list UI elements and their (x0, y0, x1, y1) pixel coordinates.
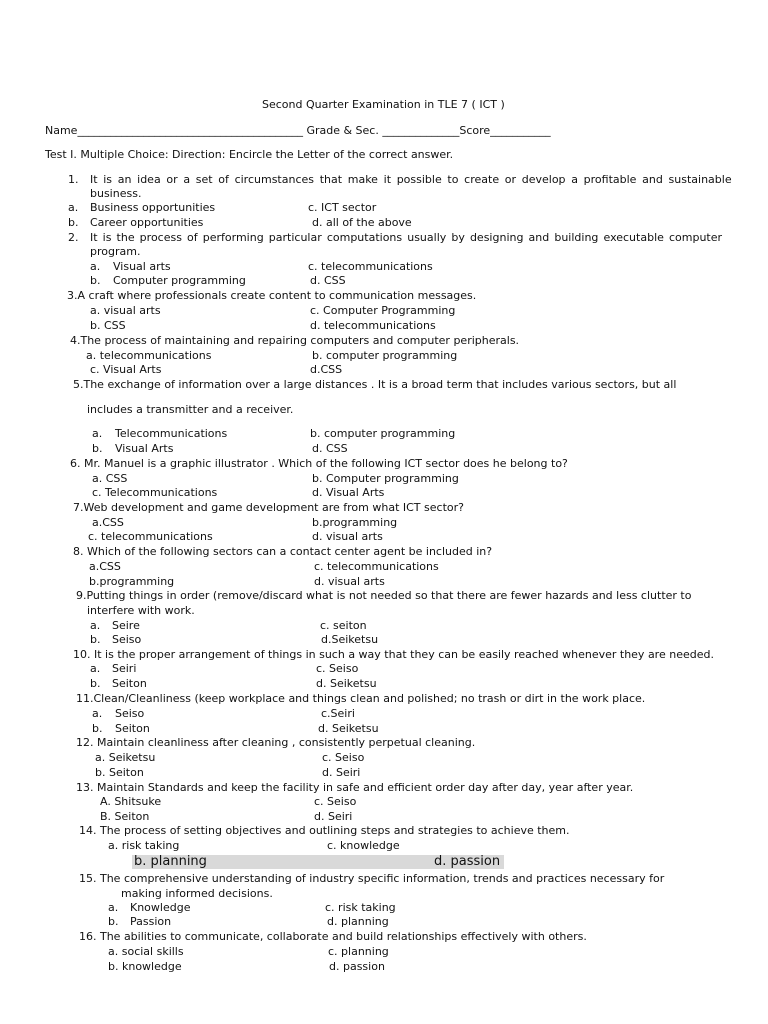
q14-option-d: d. passion (434, 854, 501, 869)
q13-option-d: d. Seiri (314, 810, 353, 823)
q11-option-a-letter: a. (92, 707, 103, 720)
q1-text-line1: It is an idea or a set of circumstances that make it possible to create or develop a profitable and sustainable (90, 173, 732, 186)
q6-option-b: b. Computer programming (312, 472, 459, 485)
q2-option-b: Computer programming (113, 274, 246, 287)
q15-text-line2: making informed decisions. (121, 887, 273, 900)
q12-option-a: a. Seiketsu (95, 751, 156, 764)
name-grade-score-line: Name_________________________________________ Grade & Sec. ______________Score___________ (45, 124, 551, 137)
q12-option-d: d. Seiri (322, 766, 361, 779)
q5-option-a: Telecommunications (115, 427, 228, 440)
q10-option-a: Seiri (112, 662, 137, 675)
q4-text: 4.The process of maintaining and repairing computers and computer peripherals. (70, 334, 520, 347)
q9-option-b-letter: b. (90, 633, 101, 646)
q4-option-d: d.CSS (310, 363, 343, 376)
q7-text: 7.Web development and game development are from what ICT sector? (73, 501, 464, 514)
q10-option-d: d. Seiketsu (316, 677, 377, 690)
q11-option-b: Seiton (115, 722, 150, 735)
q16-option-d: d. passion (329, 960, 385, 973)
q2-text-line1: It is the process of performing particular computations usually by designing and building executable computer (90, 231, 723, 244)
q3-option-b: b. CSS (90, 319, 126, 332)
q12-option-c: c. Seiso (322, 751, 365, 764)
q10-option-b: Seiton (112, 677, 147, 690)
q2-option-c: c. telecommunications (308, 260, 433, 273)
q8-option-a: a.CSS (89, 560, 121, 573)
q16-text: 16. The abilities to communicate, collaborate and build relationships effectively with others. (79, 930, 587, 943)
q5-option-a-letter: a. (92, 427, 103, 440)
q14-text: 14. The process of setting objectives and outlining steps and strategies to achieve them. (79, 824, 570, 837)
q1-option-a-letter: a. (68, 201, 79, 214)
q1-text-line2: business. (90, 187, 142, 200)
q15-option-a: Knowledge (130, 901, 191, 914)
page-title: Second Quarter Examination in TLE 7 ( ICT ) (262, 98, 505, 111)
q4-option-b: b. computer programming (312, 349, 458, 362)
q12-option-b: b. Seiton (95, 766, 144, 779)
q9-option-b: Seiso (112, 633, 142, 646)
q8-option-c: c. telecommunications (314, 560, 439, 573)
q13-option-c: c. Seiso (314, 795, 357, 808)
q9-option-a-letter: a. (90, 619, 101, 632)
q8-option-b: b.programming (89, 575, 175, 588)
q2-number: 2. (68, 231, 79, 244)
q14-option-b: b. planning (134, 854, 207, 869)
q4-option-a: a. telecommunications (86, 349, 212, 362)
q1-option-d: d. all of the above (312, 216, 412, 229)
q9-option-a: Seire (112, 619, 140, 632)
q16-option-a: a. social skills (108, 945, 184, 958)
q10-option-a-letter: a. (90, 662, 101, 675)
test-direction: Test I. Multiple Choice: Direction: Encircle the Letter of the correct answer. (45, 148, 454, 161)
q7-option-a: a.CSS (92, 516, 124, 529)
q12-text: 12. Maintain cleanliness after cleaning , consistently perpetual cleaning. (76, 736, 476, 749)
q11-option-a: Seiso (115, 707, 145, 720)
q11-text: 11.Clean/Cleanliness (keep workplace and things clean and polished; no trash or dirt in the work place. (76, 692, 646, 705)
q6-text: 6. Mr. Manuel is a graphic illustrator . Which of the following ICT sector does he belong to? (70, 457, 568, 470)
q1-option-c: c. ICT sector (308, 201, 377, 214)
q8-text: 8. Which of the following sectors can a contact center agent be included in? (73, 545, 493, 558)
q15-option-b: Passion (130, 915, 172, 928)
q9-text-line1: 9.Putting things in order (remove/discard what is not needed so that there are fewer hazards and less clutter to (76, 589, 692, 602)
q4-option-c: c. Visual Arts (90, 363, 162, 376)
q15-option-b-letter: b. (108, 915, 119, 928)
q3-text: 3.A craft where professionals create content to communication messages. (67, 289, 477, 302)
q7-option-c: c. telecommunications (88, 530, 213, 543)
q13-option-a: A. Shitsuke (100, 795, 162, 808)
q15-option-d: d. planning (327, 915, 389, 928)
q5-text-line2: includes a transmitter and a receiver. (87, 403, 294, 416)
q5-text-line1: 5.The exchange of information over a large distances . It is a broad term that includes various sectors, but all (73, 378, 677, 391)
q6-option-c: c. Telecommunications (92, 486, 218, 499)
q6-option-d: d. Visual Arts (312, 486, 385, 499)
q9-option-d: d.Seiketsu (321, 633, 379, 646)
q15-text-line1: 15. The comprehensive understanding of industry specific information, trends and practices necessary for (79, 872, 665, 885)
q9-option-c: c. seiton (320, 619, 367, 632)
q11-option-d: d. Seiketsu (318, 722, 379, 735)
q9-text-line2: interfere with work. (87, 604, 195, 617)
q1-option-b-letter: b. (68, 216, 79, 229)
q3-option-a: a. visual arts (90, 304, 161, 317)
q2-option-a-letter: a. (90, 260, 101, 273)
q5-option-b: b. computer programming (310, 427, 456, 440)
q3-option-d: d. telecommunications (310, 319, 436, 332)
q14-option-a: a. risk taking (108, 839, 180, 852)
q13-text: 13. Maintain Standards and keep the facility in safe and efficient order day after day, year after year. (76, 781, 634, 794)
q7-option-d: d. visual arts (312, 530, 383, 543)
q1-option-b: Career opportunities (90, 216, 204, 229)
q5-option-b-letter: b. (92, 442, 103, 455)
q5-option-b-text: Visual Arts (115, 442, 174, 455)
q10-option-c: c. Seiso (316, 662, 359, 675)
q1-number: 1. (68, 173, 79, 186)
q11-option-b-letter: b. (92, 722, 103, 735)
q15-option-c: c. risk taking (325, 901, 396, 914)
q15-option-a-letter: a. (108, 901, 119, 914)
q11-option-c: c.Seiri (321, 707, 355, 720)
q2-option-a: Visual arts (113, 260, 171, 273)
q13-option-b: B. Seiton (100, 810, 150, 823)
q2-option-b-letter: b. (90, 274, 101, 287)
q8-option-d: d. visual arts (314, 575, 385, 588)
q2-option-d: d. CSS (310, 274, 346, 287)
q2-text-line2: program. (90, 245, 141, 258)
q16-option-c: c. planning (328, 945, 389, 958)
q1-option-a: Business opportunities (90, 201, 216, 214)
q3-option-c: c. Computer Programming (310, 304, 456, 317)
q6-option-a: a. CSS (92, 472, 128, 485)
q5-option-d: d. CSS (312, 442, 348, 455)
q7-option-b: b.programming (312, 516, 398, 529)
q16-option-b: b. knowledge (108, 960, 182, 973)
q10-text: 10. It is the proper arrangement of things in such a way that they can be easily reached whenever they are needed. (73, 648, 714, 661)
q10-option-b-letter: b. (90, 677, 101, 690)
q14-option-c: c. knowledge (327, 839, 400, 852)
